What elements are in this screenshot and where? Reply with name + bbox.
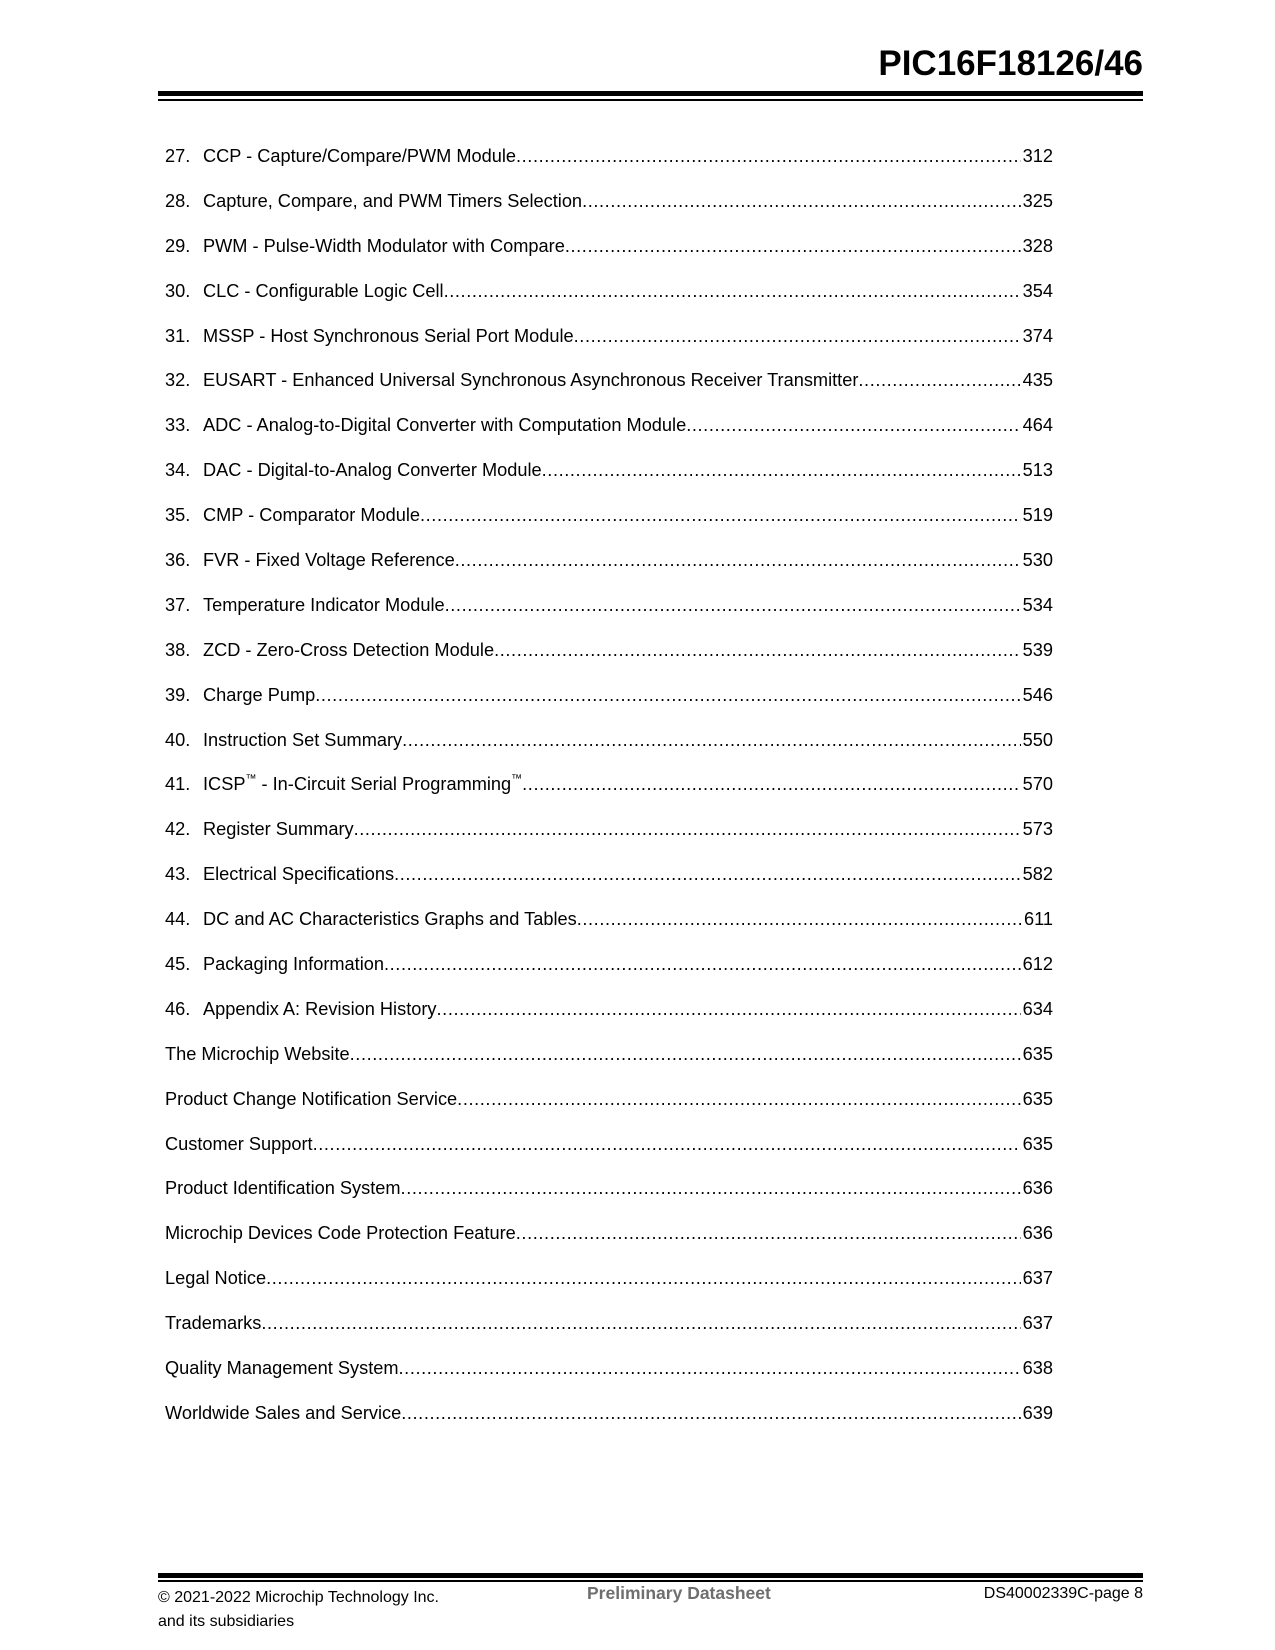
toc-entry-page-number: 635 [1022,1043,1053,1064]
toc-entry-page-number: 312 [1022,146,1053,166]
toc-entry[interactable] [165,1043,1053,1088]
toc-entry-number: 45. [165,954,191,975]
toc-entry-page-number: 435 [1022,370,1053,391]
toc-entry-page-number: 530 [1022,550,1053,571]
toc-entry[interactable] [165,908,1053,953]
document-title: PIC16F18126/46 [878,44,1143,83]
toc-dot-leader [402,729,1021,752]
copyright-line-2: and its subsidiaries [158,1613,295,1630]
toc-entry-title: ADC - Analog-to-Digital Converter with Computation Module [203,415,687,436]
toc-entry[interactable] [165,773,1053,818]
trademark-symbol: ™ [511,773,523,786]
toc-entry-number: 29. [165,235,191,256]
toc-entry-page-number: 550 [1022,729,1053,750]
toc-entry-title: CLC - Configurable Logic Cell [203,280,444,301]
toc-dot-leader [261,1312,1020,1335]
toc-entry[interactable] [165,1267,1053,1312]
toc-entry-title: Quality Management System [165,1358,399,1379]
toc-dot-leader [266,1267,1021,1290]
toc-dot-leader [315,684,1020,707]
toc-entry[interactable] [165,549,1053,594]
toc-dot-leader [457,1088,1020,1111]
toc-entry-title: EUSART - Enhanced Universal Synchronous Asynchronous Receiver Transmitter [203,370,859,391]
header-rule-thick [158,91,1143,96]
toc-entry-title: Microchip Devices Code Protection Feature [165,1223,516,1244]
toc-dot-leader [455,549,1021,572]
toc-entry[interactable] [165,818,1053,863]
toc-entry-title: Capture, Compare, and PWM Timers Selection [203,190,583,211]
toc-entry-title-part: ICSP [203,774,246,795]
toc-entry-title: DC and AC Characteristics Graphs and Tables [203,909,577,930]
toc-entry-page-number: 637 [1022,1268,1053,1289]
toc-entry-number: 44. [165,909,191,930]
toc-entry-page-number: 582 [1022,864,1053,885]
toc-entry[interactable] [165,145,1053,190]
toc-entry-number: 38. [165,639,191,660]
toc-entry[interactable] [165,280,1053,325]
toc-entry[interactable] [165,953,1053,998]
toc-entry[interactable] [165,1402,1053,1447]
toc-entry[interactable] [165,998,1053,1043]
toc-entry-page-number: 635 [1022,1088,1053,1109]
toc-entry-number: 32. [165,370,191,391]
toc-entry[interactable] [165,190,1053,235]
toc-entry[interactable] [165,235,1053,280]
toc-entry-page-number: 464 [1022,415,1053,436]
toc-entry-page-number: 636 [1022,1178,1053,1199]
toc-entry-title: CMP - Comparator Module [203,505,420,526]
toc-dot-leader [401,1177,1021,1200]
toc-dot-leader [565,235,1021,258]
toc-entry-number: 41. [165,774,191,795]
toc-dot-leader [522,773,1021,796]
toc-entry-page-number: 570 [1022,774,1053,795]
toc-entry-title: The Microchip Website [165,1043,350,1064]
header-rule-thin [158,99,1143,101]
toc-entry[interactable] [165,863,1053,908]
footer-page-reference: DS40002339C-page 8 [983,1585,1143,1602]
toc-dot-leader [686,414,1020,437]
toc-dot-leader [384,953,1021,976]
footer-rule-thick [158,1573,1143,1578]
toc-dot-leader [542,459,1021,482]
toc-entry-page-number: 573 [1022,819,1053,840]
toc-entry-title: Customer Support [165,1133,313,1154]
toc-entry-page-number: 354 [1022,280,1053,301]
toc-entry-number: 42. [165,819,191,840]
toc-dot-leader [577,908,1022,931]
toc-entry-page-number: 637 [1022,1313,1053,1334]
toc-dot-leader [401,1402,1020,1425]
toc-entry[interactable] [165,414,1053,459]
toc-entry-page-number: 635 [1022,1133,1053,1154]
toc-dot-leader [313,1133,1021,1156]
toc-entry[interactable] [165,594,1053,639]
toc-entry-number: 39. [165,684,191,705]
footer-preliminary-label: Preliminary Datasheet [587,1583,771,1603]
toc-entry-title: CCP - Capture/Compare/PWM Module [203,146,516,166]
toc-entry[interactable] [165,1133,1053,1178]
toc-entry-page-number: 639 [1022,1402,1053,1423]
toc-entry-title: Packaging Information [203,954,384,975]
toc-entry-title: Appendix A: Revision History [203,998,437,1019]
toc-dot-leader [516,1222,1021,1245]
toc-entry-number: 27. [165,146,191,166]
toc-dot-leader [494,639,1021,662]
toc-dot-leader [516,145,1021,168]
toc-entry-page-number: 612 [1022,954,1053,975]
toc-dot-leader [437,998,1021,1021]
toc-dot-leader [445,594,1021,617]
toc-entry[interactable] [165,1177,1053,1222]
toc-dot-leader [858,369,1020,392]
toc-entry-page-number: 328 [1022,235,1053,256]
toc-entry[interactable] [165,504,1053,549]
toc-entry-title: Electrical Specifications [203,864,395,885]
toc-entry-page-number: 638 [1022,1358,1053,1379]
toc-dot-leader [399,1357,1021,1380]
toc-dot-leader [350,1043,1021,1066]
toc-dot-leader [582,190,1021,213]
toc-entry-number: 35. [165,505,191,526]
toc-entry-number: 34. [165,460,191,481]
toc-entry-page-number: 519 [1022,505,1053,526]
toc-entry-number: 43. [165,864,191,885]
toc-entry-number: 40. [165,729,191,750]
toc-entry-title: Product Identification System [165,1178,401,1199]
toc-entry-title: Worldwide Sales and Service [165,1402,402,1423]
toc-entry-title: FVR - Fixed Voltage Reference [203,550,455,571]
toc-entry-number: 28. [165,190,191,211]
copyright-line-1: © 2021-2022 Microchip Technology Inc. [158,1589,439,1606]
toc-entry[interactable] [165,325,1053,370]
toc-entry-page-number: 546 [1022,684,1053,705]
toc-entry-number: 46. [165,998,191,1019]
toc-dot-leader [444,280,1021,303]
toc-entry[interactable] [165,459,1053,504]
toc-entry-title: MSSP - Host Synchronous Serial Port Module [203,325,574,346]
toc-entry-number: 30. [165,280,191,301]
toc-entry[interactable] [165,1312,1053,1357]
toc-entry-number: 33. [165,415,191,436]
toc-entry-title-part: - In-Circuit Serial Programming [256,774,512,795]
toc-entry[interactable] [165,1357,1053,1402]
toc-entry-page-number: 374 [1022,325,1053,346]
toc-entry-title: DAC - Digital-to-Analog Converter Module [203,460,542,481]
footer-rule-thin [158,1580,1143,1582]
footer-copyright [158,1586,439,1634]
toc-entry-page-number: 325 [1022,190,1053,211]
toc-entry-number: 31. [165,325,191,346]
toc-entry-title: Instruction Set Summary [203,729,403,750]
toc-dot-leader [394,863,1021,886]
toc-entry-title: Temperature Indicator Module [203,594,445,615]
toc-entry[interactable] [165,729,1053,774]
toc-dot-leader [354,818,1021,841]
toc-entry-title: ZCD - Zero-Cross Detection Module [203,639,495,660]
toc-entry[interactable] [165,684,1053,729]
toc-entry[interactable] [165,1088,1053,1133]
toc-entry-page-number: 513 [1022,460,1053,481]
toc-entry-page-number: 539 [1022,639,1053,660]
toc-entry[interactable] [165,369,1053,414]
toc-entry-title: Register Summary [203,819,354,840]
toc-entry-title: Trademarks [165,1313,262,1334]
trademark-symbol: ™ [245,773,257,786]
toc-entry-title: Legal Notice [165,1268,267,1289]
toc-dot-leader [574,325,1021,348]
toc-entry-number: 37. [165,594,191,615]
toc-entry-number: 36. [165,550,191,571]
toc-entry-title: Product Change Notification Service [165,1088,458,1109]
toc-entry-page-number: 634 [1022,998,1053,1019]
toc-entry-page-number: 534 [1022,594,1053,615]
toc-entry-page-number: 636 [1022,1223,1053,1244]
toc-entry[interactable] [165,639,1053,684]
toc-entry-page-number: 611 [1024,909,1053,930]
table-of-contents [165,145,1053,1447]
toc-entry-title: PWM - Pulse-Width Modulator with Compare [203,235,565,256]
toc-entry[interactable] [165,1222,1053,1267]
toc-dot-leader [420,504,1021,527]
toc-entry-title [203,773,522,796]
toc-entry-title: Charge Pump [203,684,316,705]
